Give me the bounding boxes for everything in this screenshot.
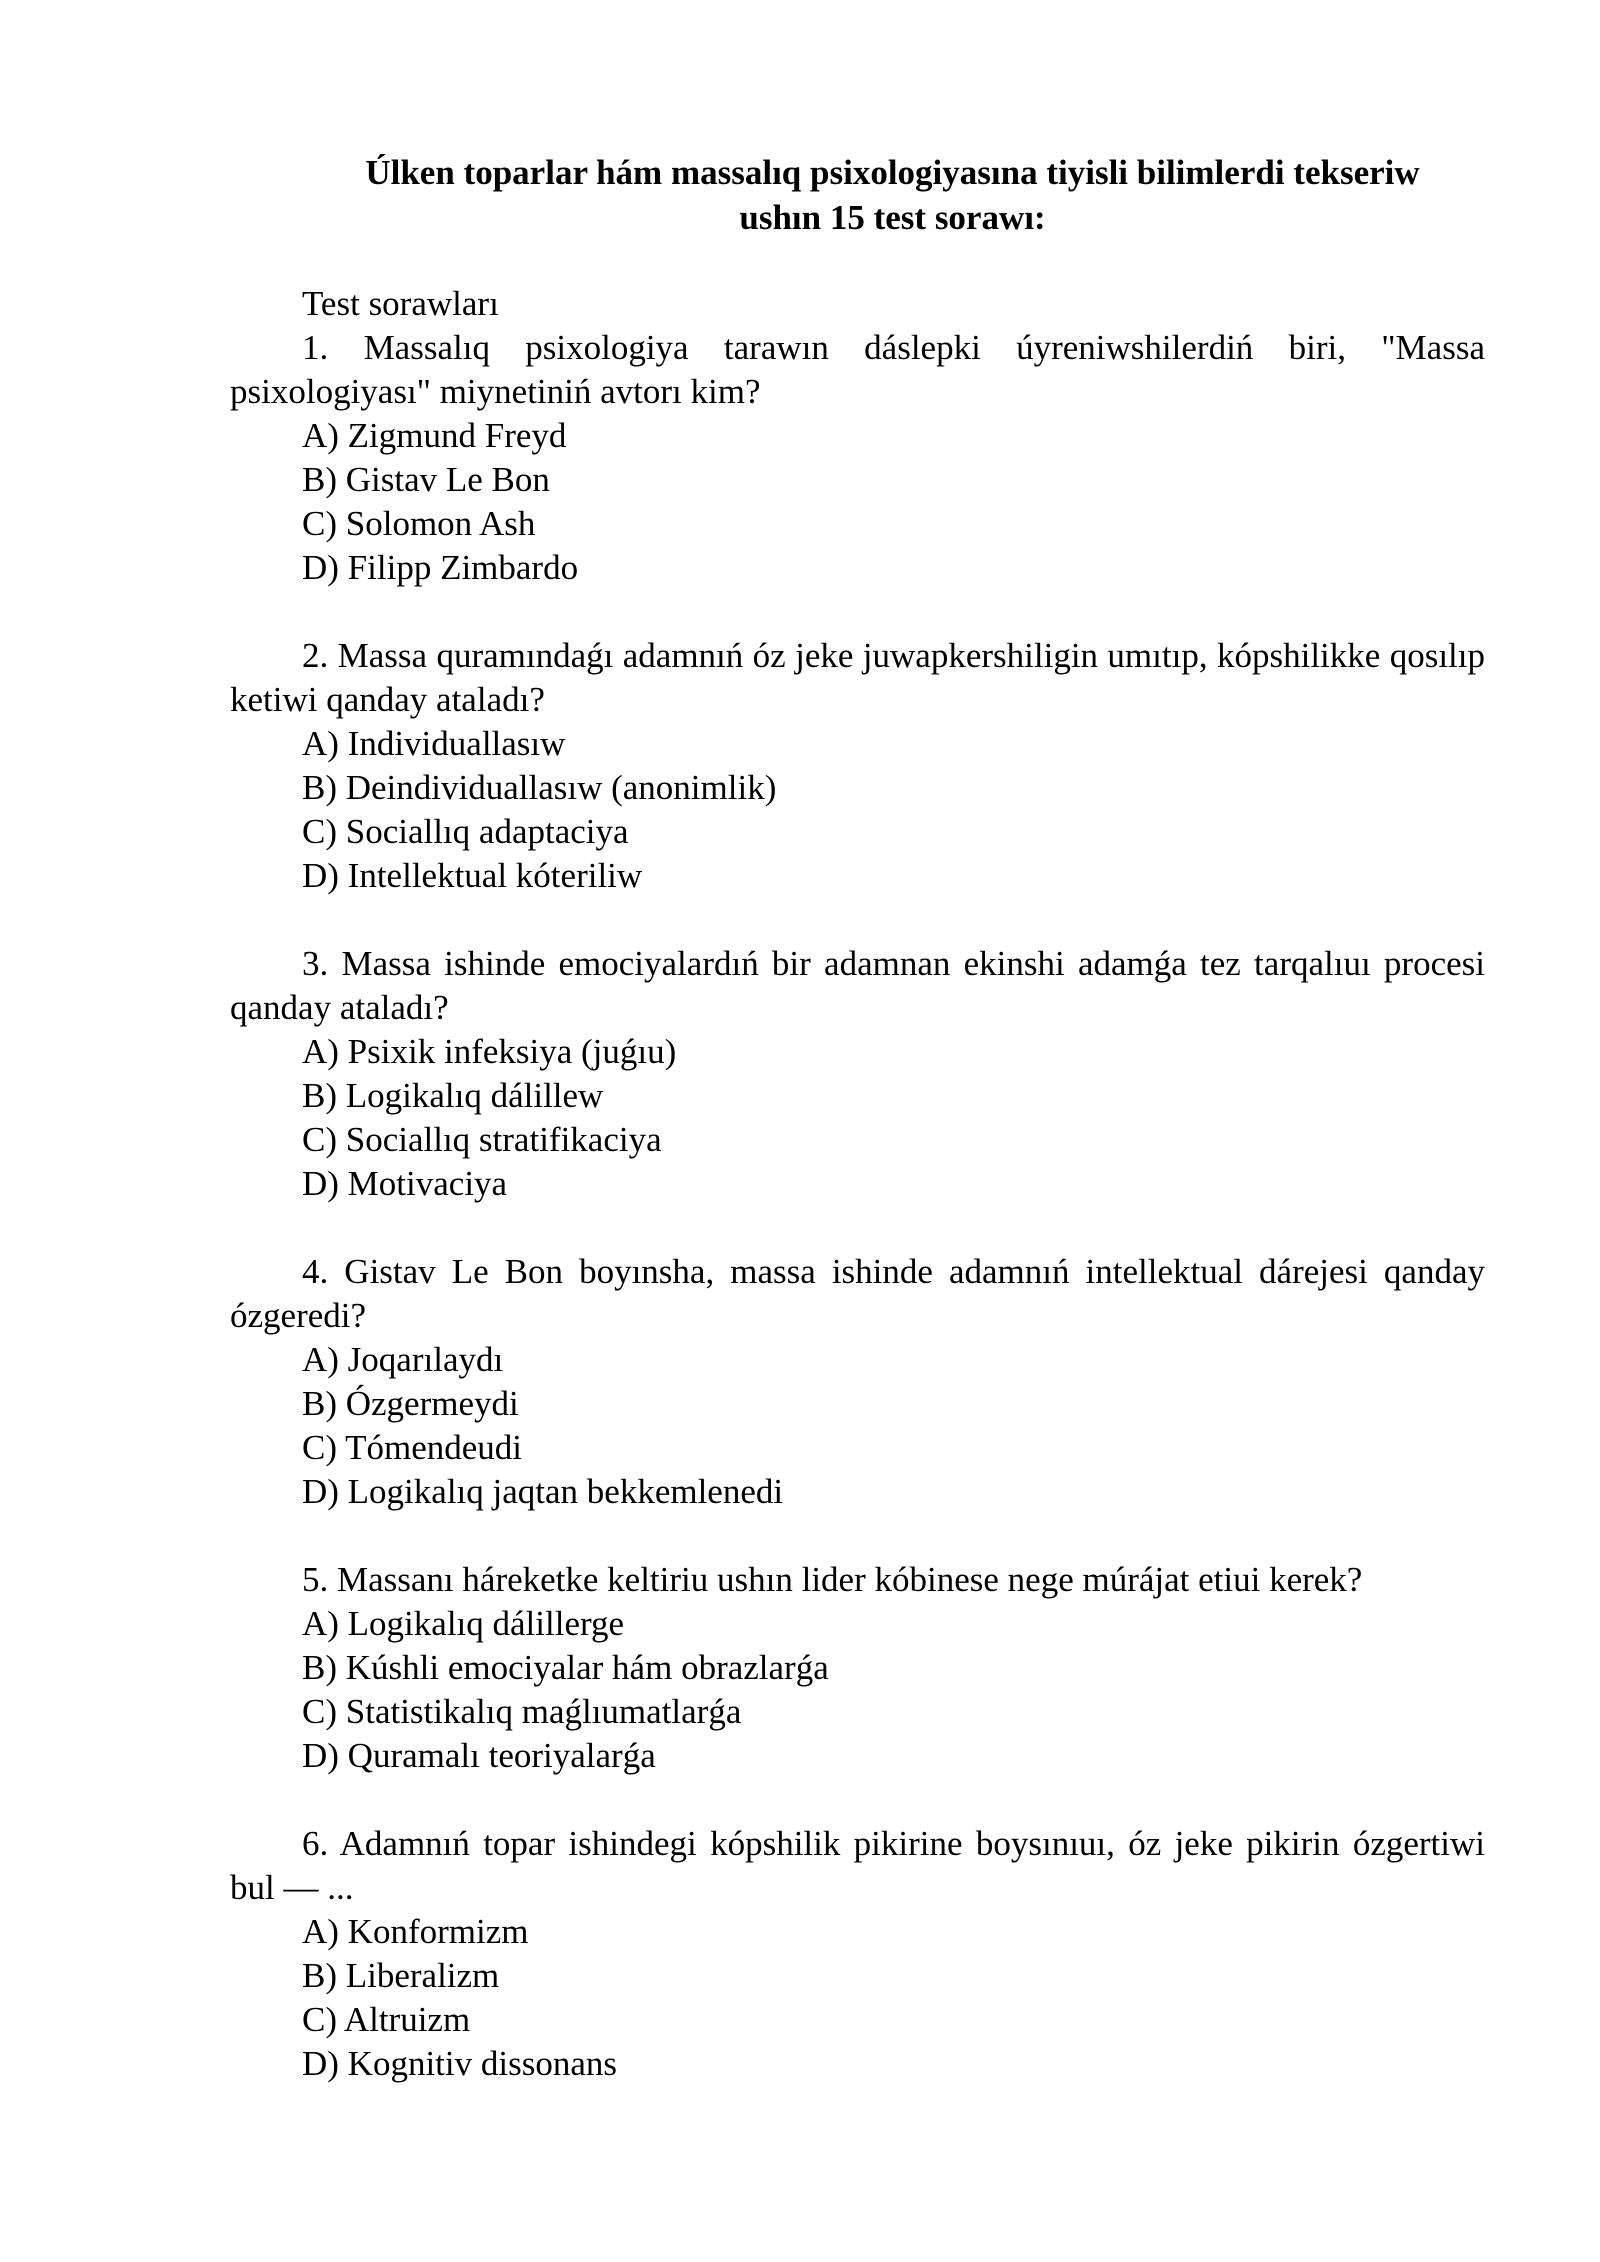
option-a: A) Joqarılaydı	[302, 1340, 504, 1379]
option-c: C) Statistikalıq maǵlıumatlarǵa	[302, 1692, 742, 1731]
option-d: D) Motivaciya	[302, 1164, 508, 1203]
option-c: C) Tómendeudi	[302, 1428, 523, 1467]
question-text: 5. Massanı háreketke keltiriu ushın lider kóbinese nege múrájat etiui kerek?	[302, 1560, 1363, 1599]
document-title	[300, 150, 1485, 240]
question-3	[230, 942, 1485, 1206]
question-2	[230, 634, 1485, 898]
option-b: B) Liberalizm	[302, 1956, 500, 1995]
question-text: 6. Adamnıń topar ishindegi kópshilik pikirine boysınıuı, óz jeke pikirin ózgertiwi bul — ...	[230, 1824, 1485, 1907]
document-title-line-2: ushın 15 test sorawı:	[739, 198, 1046, 237]
option-c: C) Solomon Ash	[302, 504, 536, 543]
option-a: A) Logikalıq dálillerge	[302, 1604, 625, 1643]
option-b: B) Kúshli emociyalar hám obrazlarǵa	[302, 1648, 829, 1687]
option-c: C) Altruizm	[302, 2000, 471, 2039]
option-b: B) Deindividuallasıw (anonimlik)	[302, 768, 777, 807]
question-6	[230, 1822, 1485, 2086]
question-text: 1. Massalıq psixologiya tarawın dáslepki úyreniwshilerdiń biri, "Massa psixologiyası" miynetiniń avtorı kim?	[230, 328, 1485, 411]
option-c: C) Sociallıq stratifikaciya	[302, 1120, 662, 1159]
option-a: A) Zigmund Freyd	[302, 416, 567, 455]
question-1	[230, 326, 1485, 590]
option-b: B) Logikalıq dálillew	[302, 1076, 604, 1115]
question-text: 3. Massa ishinde emociyalardıń bir adamnan ekinshi adamǵa tez tarqalıuı procesi qanday ataladı?	[230, 944, 1485, 1027]
question-text: 2. Massa quramındaǵı adamnıń óz jeke juwapkershiligin umıtıp, kópshilikke qosılıp ketiwi qanday ataladı?	[230, 636, 1485, 719]
option-b: B) Ózgermeydi	[302, 1384, 519, 1423]
option-d: D) Logikalıq jaqtan bekkemlenedi	[302, 1472, 784, 1511]
question-4	[230, 1250, 1485, 1514]
document-page	[230, 150, 1485, 2086]
option-c: C) Sociallıq adaptaciya	[302, 812, 629, 851]
option-a: A) Individuallasıw	[302, 724, 566, 763]
question-5	[230, 1558, 1485, 1778]
option-b: B) Gistav Le Bon	[302, 460, 550, 499]
option-a: A) Konformizm	[302, 1912, 529, 1951]
option-d: D) Quramalı teoriyalarǵa	[302, 1736, 656, 1775]
option-a: A) Psixik infeksiya (juǵıu)	[302, 1032, 677, 1071]
option-d: D) Kognitiv dissonans	[302, 2044, 617, 2083]
option-d: D) Intellektual kóteriliw	[302, 856, 643, 895]
document-title-line-1: Úlken toparlar hám massalıq psixologiyasına tiyisli bilimlerdi tekseriw	[365, 153, 1420, 192]
question-text: 4. Gistav Le Bon boyınsha, massa ishinde adamnıń intellektual dárejesi qanday ózgeredi?	[230, 1252, 1485, 1335]
option-d: D) Filipp Zimbardo	[302, 548, 579, 587]
section-label: Test sorawları	[302, 284, 499, 323]
